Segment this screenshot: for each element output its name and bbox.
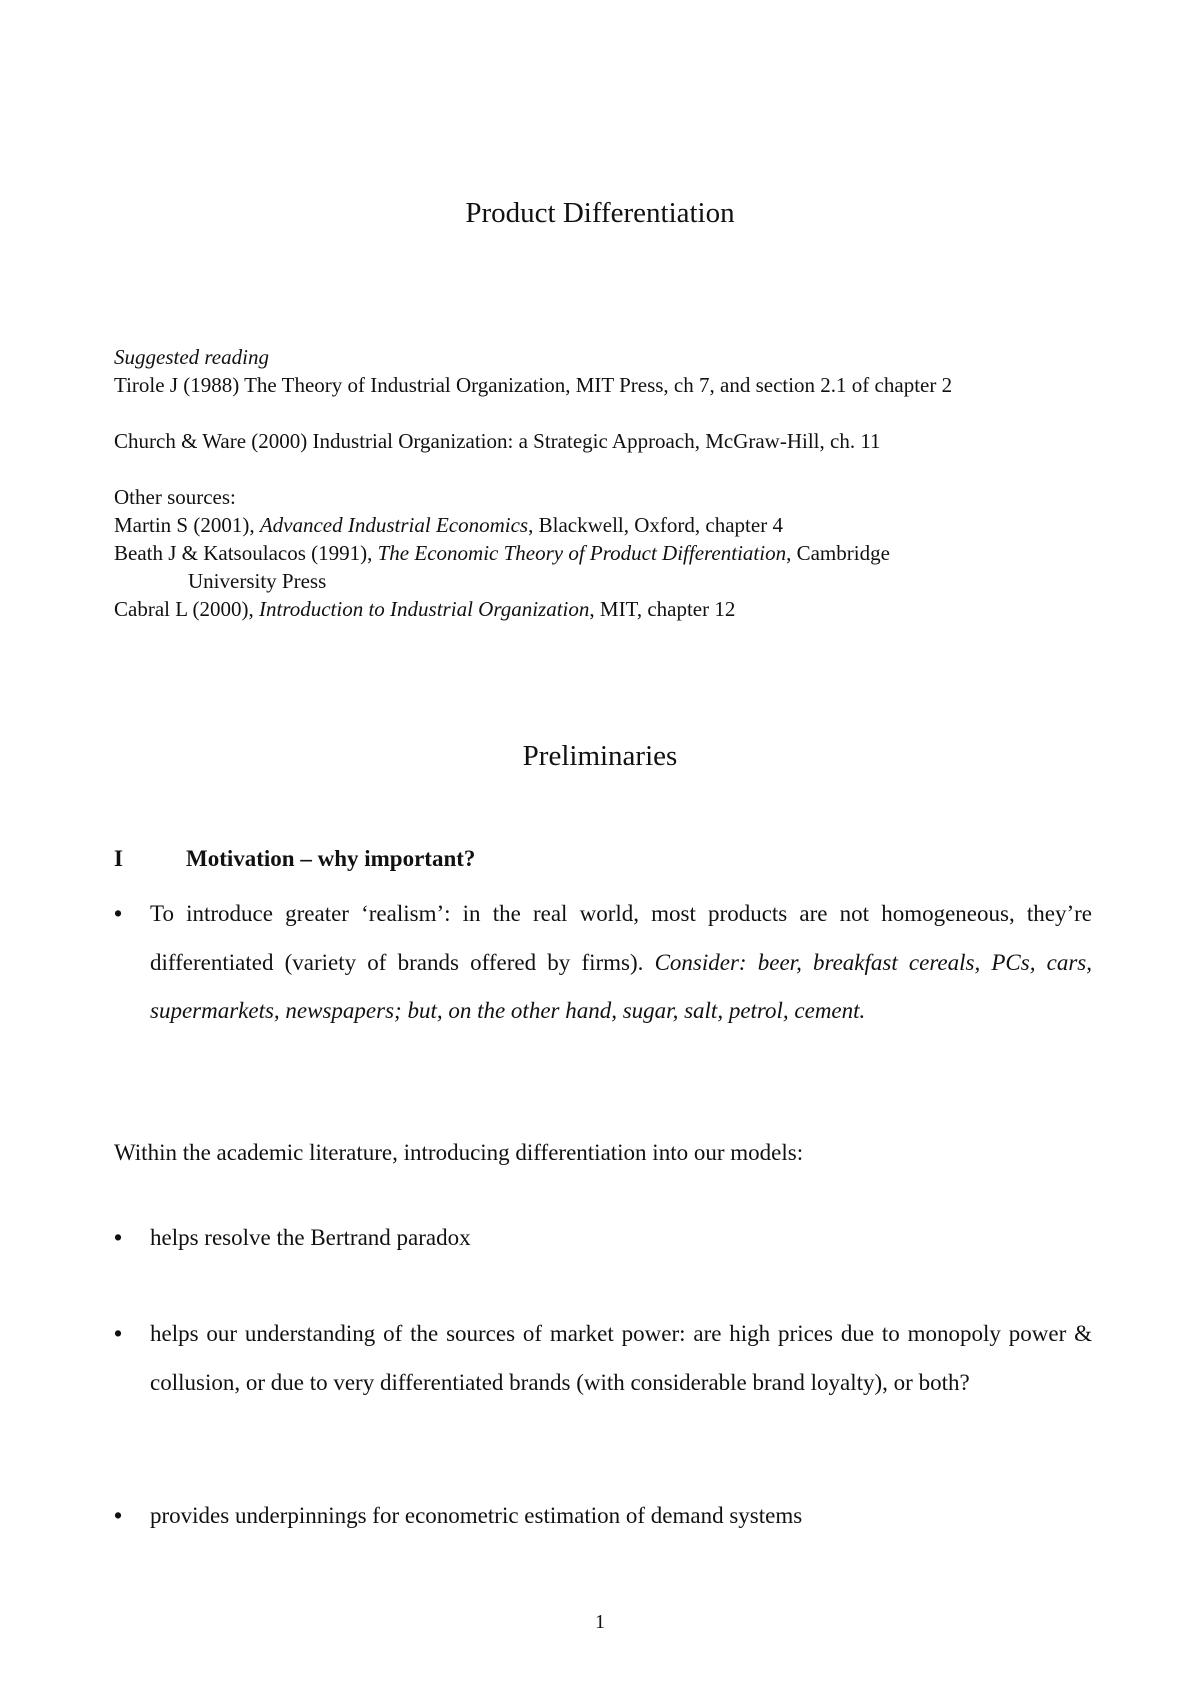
reference-tirole: Tirole J (1988) The Theory of Industrial Organization, MIT Press, ch 7, and section 2.1 of chapter 2 (114, 373, 953, 397)
document-title: Product Differentiation (465, 197, 735, 229)
bullet-realism (114, 890, 1092, 1036)
bullet-market-power (114, 1310, 1092, 1407)
bullet-bertrand (114, 1214, 1092, 1263)
spacer (114, 455, 1094, 483)
reference-beath-continued: University Press (188, 569, 327, 593)
heading-text: Motivation – why important? (186, 846, 476, 871)
reading-list (114, 343, 1094, 623)
reference-book-title: Introduction to Industrial Organization (259, 597, 590, 621)
bullet-example-text: Consider: beer, breakfast cereals, PCs, cars, supermarkets, newspapers; but, on the other hand, sugar, salt, petrol, cement. (150, 949, 1093, 1023)
reference-church: Church & Ware (2000) Industrial Organization: a Strategic Approach, McGraw-Hill, ch. 11 (114, 429, 881, 453)
intro-line: Within the academic literature, introducing differentiation into our models: (114, 1140, 804, 1165)
bullet-icon: • (114, 1503, 123, 1528)
other-sources-label: Other sources: (114, 485, 236, 509)
reference-book-title: The Economic Theory of Product Differentiation (377, 541, 787, 565)
section-title: Preliminaries (522, 740, 678, 772)
spacer (114, 399, 1094, 427)
subsection-heading (114, 846, 475, 872)
bullet-text: helps resolve the Bertrand paradox (150, 1225, 471, 1250)
reading-heading: Suggested reading (114, 345, 269, 369)
reference-beath (114, 539, 1094, 567)
reference-publisher: , MIT, chapter 12 (589, 597, 736, 621)
page-number: 1 (595, 1611, 605, 1633)
reference-book-title: Advanced Industrial Economics (259, 513, 529, 537)
reference-author: Cabral L (2000), (114, 597, 260, 621)
bullet-text: provides underpinnings for econometric estimation of demand systems (150, 1503, 803, 1528)
bullet-icon: • (114, 1225, 123, 1250)
heading-number: I (114, 846, 123, 871)
reference-martin (114, 511, 1094, 539)
bullet-icon: • (114, 1321, 123, 1346)
reference-cabral (114, 595, 1094, 623)
bullet-main-text: To introduce greater ‘realism’: in the real world, most products are not homogeneous, they’re differentiated (variety of brands offered by firms). (150, 901, 1092, 975)
bullet-text (150, 890, 1092, 1036)
reference-author: Martin S (2001), (114, 513, 260, 537)
bullet-econometric (114, 1492, 1092, 1541)
reference-author: Beath J & Katsoulacos (1991), (114, 541, 378, 565)
reference-publisher: , Blackwell, Oxford, chapter 4 (528, 513, 783, 537)
bullet-text: helps our understanding of the sources of market power: are high prices due to monopoly power & collusion, or due to very differentiated brands (with considerable brand loyalty), or both? (150, 1321, 1092, 1395)
bullet-icon: • (114, 901, 123, 926)
reference-publisher: , Cambridge (786, 541, 890, 565)
